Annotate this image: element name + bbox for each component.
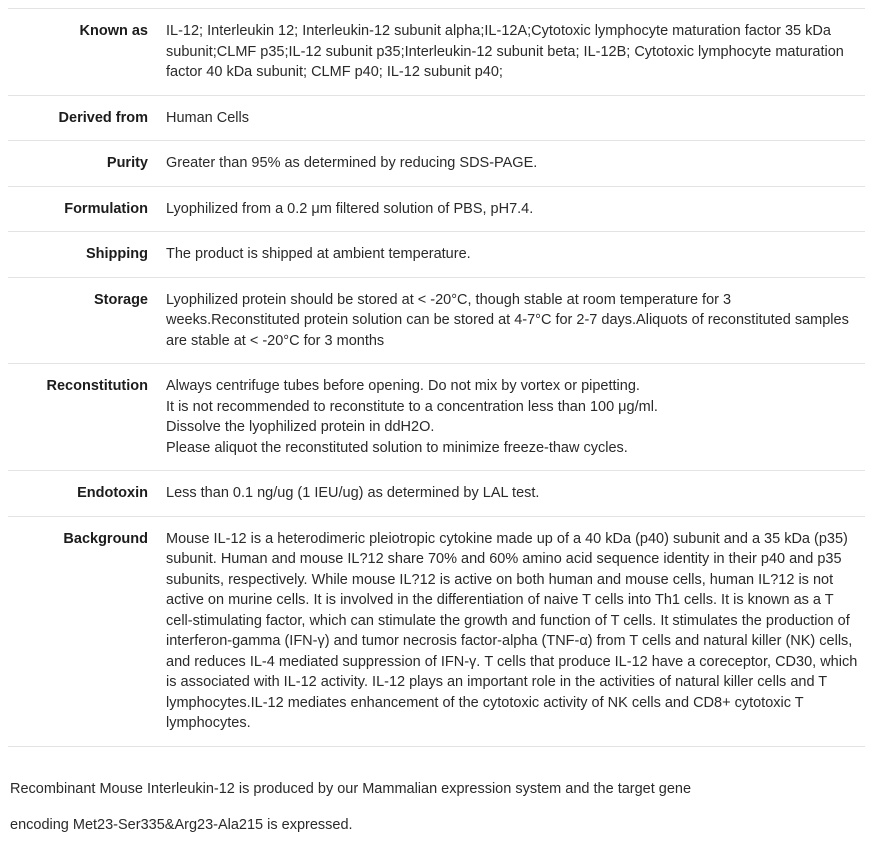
spec-row-value-line: The product is shipped at ambient temperature. [166, 246, 471, 262]
spec-row-value [158, 141, 865, 187]
spec-row-value-line: Less than 0.1 ng/ug (1 IEU/ug) as determined by LAL test. [166, 485, 540, 501]
spec-row [8, 141, 865, 187]
spec-row-value [158, 186, 865, 232]
spec-row-value [158, 95, 865, 141]
spec-row [8, 364, 865, 471]
footer-note-line: Recombinant Mouse Interleukin-12 is produced by our Mammalian expression system and the target gene [10, 780, 692, 797]
spec-row-value-line: Please aliquot the reconstituted solution to minimize freeze-thaw cycles. [166, 439, 628, 456]
specification-table-body [8, 9, 865, 747]
specification-table [8, 8, 865, 747]
spec-row-label: Known as [79, 23, 148, 39]
spec-row [8, 186, 865, 232]
spec-row-value [158, 277, 865, 364]
spec-row-value [158, 232, 865, 278]
spec-row-label: Reconstitution [46, 378, 148, 394]
spec-row [8, 9, 865, 96]
spec-row-label: Shipping [85, 246, 148, 262]
datasheet-page [0, 8, 873, 833]
spec-row-value-line: Dissolve the lyophilized protein in ddH2O. [166, 419, 435, 435]
spec-row-value-line: Lyophilized protein should be stored at < -20°C, though stable at room temperature for 3 weeks.Reconstituted protein solution can be stored at 4-7°C for 2-7 days.Aliquots of reconstituted samples are stable at < -20°C for 3 months [166, 291, 849, 349]
footer-note [10, 771, 850, 843]
spec-row [8, 516, 865, 746]
spec-row-value-line: Always centrifuge tubes before opening. Do not mix by vortex or pipetting. [166, 378, 640, 394]
spec-row-value-line: It is not recommended to reconstitute to a concentration less than 100 μg/ml. [166, 398, 658, 415]
spec-row-value-line: Lyophilized from a 0.2 μm filtered solution of PBS, pH7.4. [166, 200, 534, 217]
spec-row-label: Derived from [58, 109, 148, 126]
spec-row-value-line: Mouse IL-12 is a heterodimeric pleiotropic cytokine made up of a 40 kDa (p40) subunit and a 35 kDa (p35) subunit. Human and mouse IL?12 share 70% and 60% amino acid sequence identity in their p40 and p35 subunits, respectively. While mouse IL?12 is active on both human and mouse cells, human IL?12 is not active on murine cells. It is involved in the differentiation of naive T cells into Th1 cells. It is known as a T cell-stimulating factor, which can stimulate the growth and function of T cells. It stimulates the production of interferon-gamma (IFN-γ) and tumor necrosis factor-alpha (TNF-α) from T cells and natural killer (NK) cells, and reduces IL-4 mediated suppression of IFN-γ. T cells that produce IL-12 have a coreceptor, CD30, which is associated with IL-12 activity. IL-12 plays an important role in the activities of natural killer cells and T lymphocytes.IL-12 mediates enhancement of the cytotoxic activity of NK cells and CD8+ cytotoxic T lymphocytes. [166, 530, 858, 731]
spec-row [8, 232, 865, 278]
spec-row-value-line: Greater than 95% as determined by reducing SDS-PAGE. [166, 155, 538, 171]
spec-row-label: Background [63, 530, 148, 547]
spec-row-value [158, 471, 865, 517]
spec-row-value-line: Human Cells [166, 109, 249, 126]
spec-row-value [158, 9, 865, 96]
spec-row-label: Formulation [64, 200, 148, 217]
spec-row [8, 277, 865, 364]
spec-row-label: Purity [106, 155, 148, 171]
spec-row-value [158, 364, 865, 471]
spec-row [8, 471, 865, 517]
footer-note-line: encoding Met23-Ser335&Arg23-Ala215 is expressed. [10, 816, 353, 833]
spec-row-value-line: IL-12; Interleukin 12; Interleukin-12 subunit alpha;IL-12A;Cytotoxic lymphocyte maturation factor 35 kDa subunit;CLMF p35;IL-12 subunit p35;Interleukin-12 subunit beta; IL-12B; Cytotoxic lymphocyte maturation factor 40 kDa subunit; CLMF p40; IL-12 subunit p40; [166, 23, 844, 80]
spec-row-label: Storage [94, 291, 148, 308]
spec-row [8, 95, 865, 141]
spec-row-value [158, 516, 865, 746]
spec-row-label: Endotoxin [77, 485, 148, 501]
